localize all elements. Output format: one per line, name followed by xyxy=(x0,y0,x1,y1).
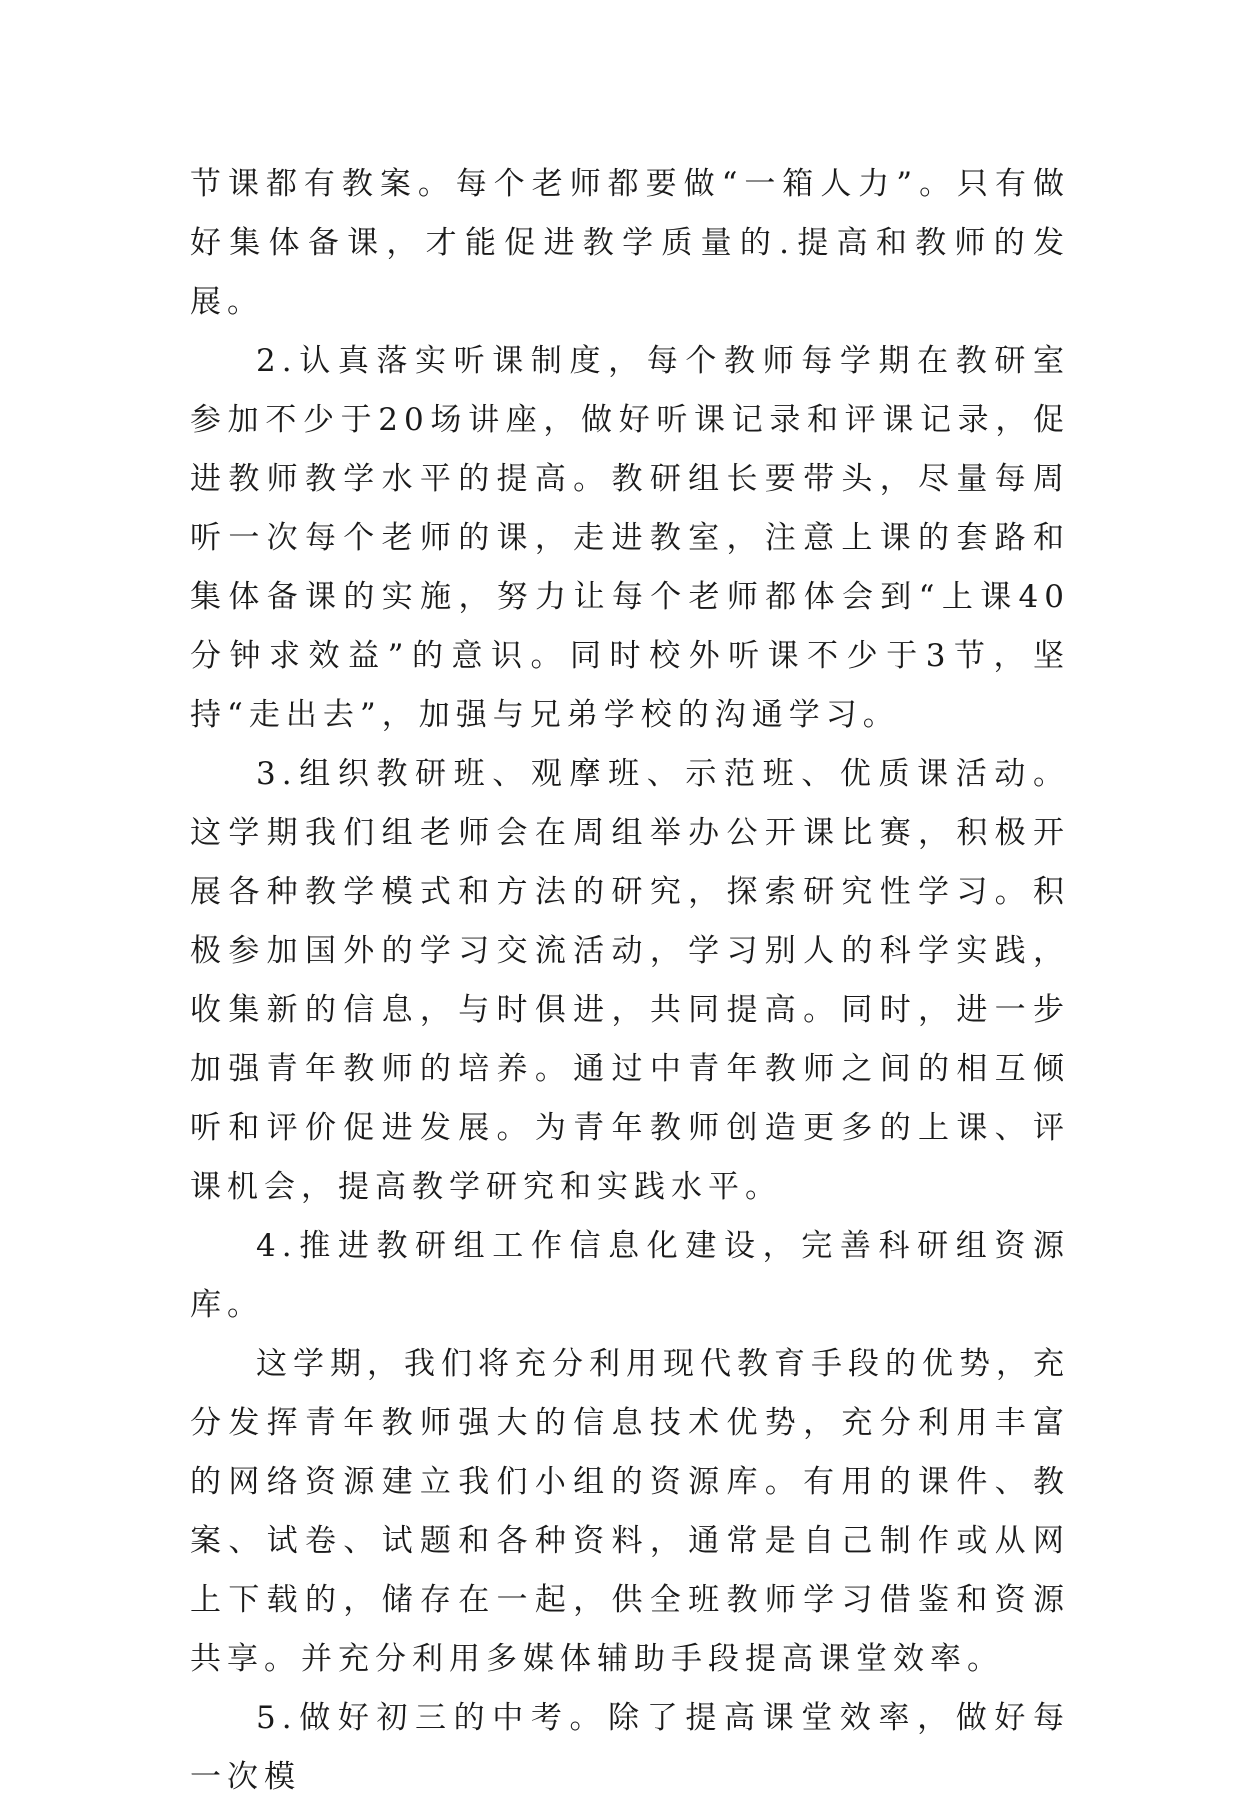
paragraph-3: 3.组织教研班、观摩班、示范班、优质课活动。这学期我们组老师会在周组举办公开课比赛，积极开展各种教学模式和方法的研究，探索研究性学习。积极参加国外的学习交流活动，学习别人的科学实践，收集新的信息，与时俱进，共同提高。同时，进一步加强青年教师的培养。通过中青年教师之间的相互倾听和评价促进发展。为青年教师创造更多的上课、评课机会，提高教学研究和实践水平。 xyxy=(190,756,1070,1205)
paragraph-1: 节课都有教案。每个老师都要做“一箱人力”。只有做好集体备课，才能促进教学质量的.提高和教师的发展。 xyxy=(190,166,1070,320)
document-body xyxy=(190,155,1070,1807)
paragraph-4: 4.推进教研组工作信息化建设，完善科研组资源库。 xyxy=(190,1228,1070,1323)
paragraph-5: 这学期，我们将充分利用现代教育手段的优势，充分发挥青年教师强大的信息技术优势，充分利用丰富的网络资源建立我们小组的资源库。有用的课件、教案、试卷、试题和各种资料，通常是自己制作或从网上下载的，储存在一起，供全班教师学习借鉴和资源共享。并充分利用多媒体辅助手段提高课堂效率。 xyxy=(190,1346,1070,1677)
paragraph-2: 2.认真落实听课制度，每个教师每学期在教研室参加不少于20场讲座，做好听课记录和评课记录，促进教师教学水平的提高。教研组长要带头，尽量每周听一次每个老师的课，走进教室，注意上课的套路和集体备课的实施，努力让每个老师都体会到“上课40分钟求效益”的意识。同时校外听课不少于3节，坚持“走出去”，加强与兄弟学校的沟通学习。 xyxy=(190,343,1070,733)
paragraph-6: 5.做好初三的中考。除了提高课堂效率，做好每一次模 xyxy=(190,1700,1070,1795)
